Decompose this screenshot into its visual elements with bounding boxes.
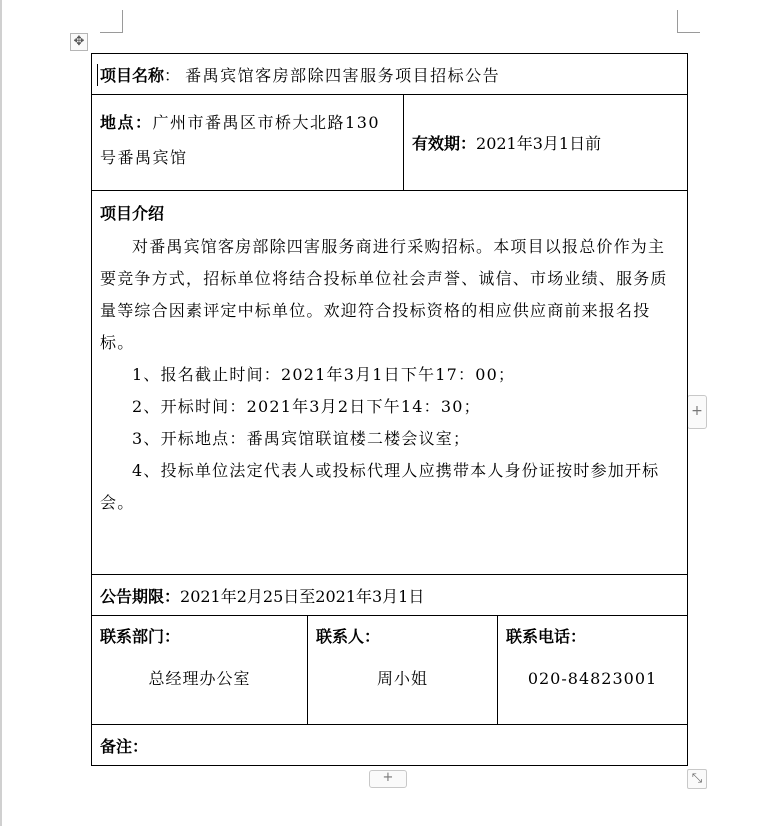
project-title-cell[interactable]	[92, 54, 688, 95]
period-cell[interactable]	[92, 575, 688, 616]
validity-cell[interactable]	[404, 95, 688, 191]
contact-phone-label: 联系电话：	[506, 627, 587, 646]
intro-item-4: 4、投标单位法定代表人或投标代理人应携带本人身份证按时参加开标会。	[100, 461, 660, 512]
location-cell[interactable]	[92, 95, 404, 191]
project-title-label: 项目名称	[100, 65, 165, 85]
row-location	[92, 95, 688, 191]
project-title-colon: ：	[164, 65, 181, 85]
intro-cell[interactable]	[92, 191, 688, 575]
note-label: 备注：	[100, 736, 149, 756]
project-title-value: 番禺宾馆客房部除四害服务项目招标公告	[185, 65, 501, 85]
page-corner-mark-top-right	[677, 10, 700, 33]
row-period	[92, 575, 688, 616]
page-left-rule	[0, 0, 2, 826]
announcement-table	[91, 53, 688, 766]
row-intro	[92, 191, 688, 575]
table-move-handle-icon[interactable]: ✥	[70, 33, 88, 51]
row-contact	[92, 616, 688, 725]
intro-item-2: 2、开标时间：2021年3月2日下午14：30；	[132, 397, 481, 416]
row-note	[92, 725, 688, 766]
contact-person-value: 周小姐	[376, 669, 428, 688]
row-project-title	[92, 54, 688, 95]
text-cursor	[97, 64, 98, 86]
validity-label: 有效期：	[412, 134, 477, 153]
intro-item-1: 1、报名截止时间：2021年3月1日下午17：00；	[132, 365, 516, 384]
location-value: 广州市番禺区市桥大北路130号番禺宾馆	[100, 113, 381, 167]
add-column-button[interactable]: +	[687, 395, 707, 429]
note-cell[interactable]	[92, 725, 688, 766]
page-corner-mark-top-left	[100, 10, 123, 33]
intro-heading: 项目介绍	[100, 204, 165, 223]
contact-dept-cell[interactable]	[92, 616, 308, 725]
contact-person-cell[interactable]	[308, 616, 498, 725]
add-row-button[interactable]: +	[369, 770, 407, 788]
location-label: 地点：	[100, 113, 153, 132]
contact-person-label: 联系人：	[316, 627, 381, 646]
table-resize-handle-icon[interactable]: ⤡	[687, 769, 707, 789]
period-value: 2021年2月25日至2021年3月1日	[180, 586, 425, 606]
validity-value: 2021年3月1日前	[476, 134, 602, 153]
contact-phone-cell[interactable]	[498, 616, 688, 725]
contact-phone-value: 020-84823001	[527, 669, 658, 688]
intro-paragraph: 对番禺宾馆客房部除四害服务商进行采购招标。本项目以报总价作为主要竞争方式，招标单位将结合投标单位社会声誉、诚信、市场业绩、服务质量等综合因素评定中标单位。欢迎符合投标资格的相应供应商前来报名投标。	[100, 237, 668, 352]
contact-dept-label: 联系部门：	[100, 627, 181, 646]
intro-item-3: 3、开标地点：番禺宾馆联谊楼二楼会议室；	[132, 429, 471, 448]
period-label: 公告期限：	[100, 586, 181, 606]
contact-dept-value: 总经理办公室	[148, 669, 251, 688]
